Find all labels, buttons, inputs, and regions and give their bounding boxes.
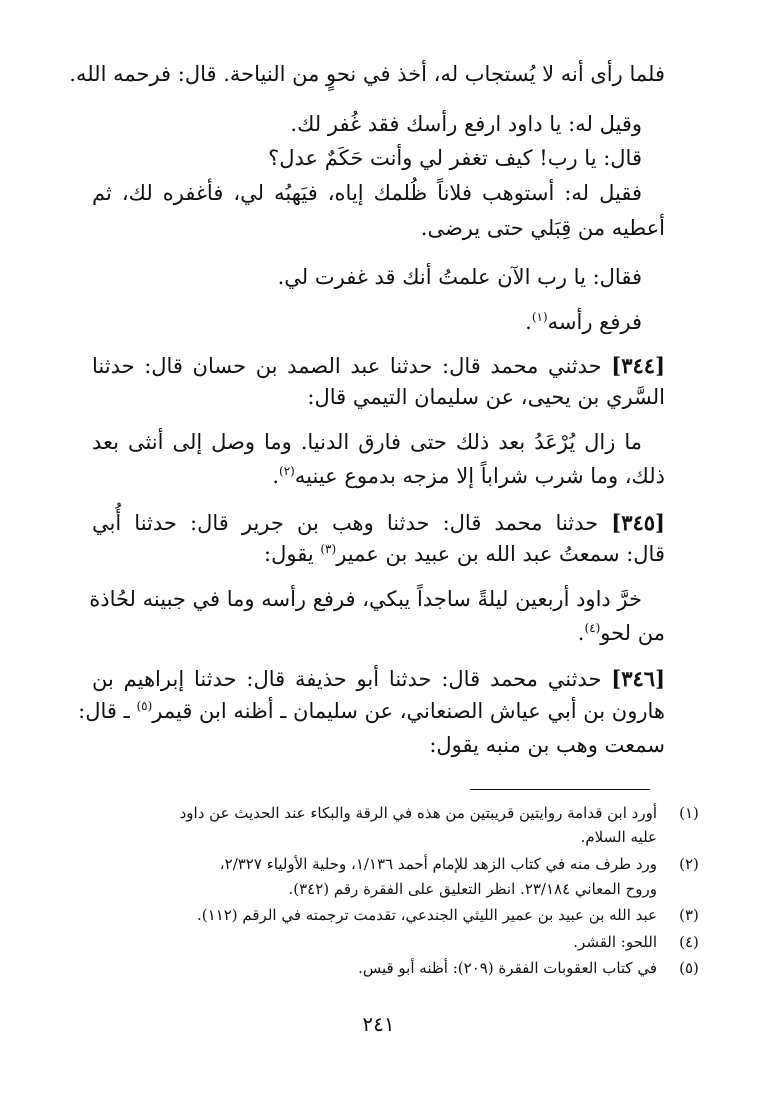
paragraph-345: [٣٤٥] حدثنا محمد قال: حدثنا وهب بن جرير قال: حدثنا أُبي — [92, 510, 665, 535]
footnote: (٤) اللحو: القشر. — [96, 935, 657, 950]
footnote-divider — [470, 789, 650, 790]
text-line: فقيل له: أستوهب فلاناً ظُلمك إياه، فيَهبُه لي، فأغفره لك، ثم — [92, 181, 642, 205]
footnote-continuation: عليه السلام. — [580, 828, 657, 846]
footnote: (٣) عبد الله بن عبيد بن عمير الليثي الجندعي، تقدمت ترجمته في الرقم (١١٢). — [96, 908, 657, 923]
paragraph-346: [٣٤٦] حدثني محمد قال: حدثنا أبو حذيفة قال: حدثنا إبراهيم بن — [92, 666, 665, 691]
footnote-ref: (٤) — [584, 621, 601, 635]
text-line: قال: سمعتُ عبد الله بن عبيد بن عمير$^{(٣)}$ يقول: — [264, 542, 665, 566]
footnote-ref: (٥) — [136, 699, 153, 713]
footnote: (٢) ورد طرف منه في كتاب الزهد للإمام أحمد ١/١٣٦، وحلية الأولياء ٢/٣٢٧، — [96, 857, 657, 872]
page-number: ٢٤١ — [362, 1012, 395, 1036]
footnote-marker: (١) — [679, 804, 699, 822]
footnote-ref: (١) — [531, 310, 548, 324]
text-line: فلما رأى أنه لا يُستجاب له، أخذ في نحوٍ من النياحة. قال: فرحمه الله. — [69, 62, 665, 86]
text-line: السَّري بن يحيى، عن سليمان التيمي قال: — [307, 385, 665, 409]
text-line: من لحو$^{(٤)}$. — [577, 621, 665, 645]
text-line: فرفع رأسه$^{(١)}$. — [525, 310, 642, 334]
paragraph-344: [٣٤٤] حدثني محمد قال: حدثنا عبد الصمد بن حسان قال: حدثنا — [92, 353, 665, 378]
text-line: أعطيه من قِبَلي حتى يرضى. — [420, 216, 665, 240]
paragraph-number: [٣٤٤] — [611, 353, 665, 378]
footnote-ref: (٣) — [320, 542, 337, 556]
text-line: سمعت وهب بن منبه يقول: — [429, 733, 665, 757]
paragraph-number: [٣٤٦] — [611, 666, 665, 691]
text-line: فقال: يا رب الآن علمتُ أنك قد غفرت لي. — [277, 265, 642, 289]
text-line: قال: يا رب! كيف تغفر لي وأنت حَكَمٌ عدل؟ — [268, 146, 642, 170]
text-line: ذلك، وما شرب شراباً إلا مزجه بدموع عينيه$^{(٢)}$. — [272, 464, 665, 488]
footnote-marker: (٣) — [679, 906, 699, 924]
text-line: ما زال يُرْعَدُ بعد ذلك حتى فارق الدنيا. وما وصل إلى أنثى بعد — [92, 430, 642, 454]
footnote: (١) أورد ابن قدامة روايتين قريبتين من هذه في الرقة والبكاء عند الحديث عن داود — [96, 806, 657, 821]
text-line: خرَّ داود أربعين ليلةً ساجداً يبكي، فرفع رأسه وما في جبينه لحُاذة — [89, 587, 642, 611]
text-line: هارون بن أبي عياش الصنعاني، عن سليمان ـ أظنه ابن قيمر$^{(٥)}$ ـ قال: — [78, 699, 665, 723]
footnote-marker: (٢) — [679, 855, 699, 873]
text-line: وقيل له: يا داود ارفع رأسك فقد غُفر لك. — [290, 112, 642, 136]
footnote: (٥) في كتاب العقوبات الفقرة (٢٠٩): أظنه أبو قيس. — [96, 961, 657, 976]
footnote-marker: (٥) — [679, 959, 699, 977]
paragraph-number: [٣٤٥] — [611, 510, 665, 535]
footnote-ref: (٢) — [279, 464, 295, 478]
footnote-continuation: وروح المعاني ٢٣/١٨٤. انظر التعليق على الفقرة رقم (٣٤٢). — [288, 880, 657, 898]
footnote-marker: (٤) — [679, 933, 699, 951]
